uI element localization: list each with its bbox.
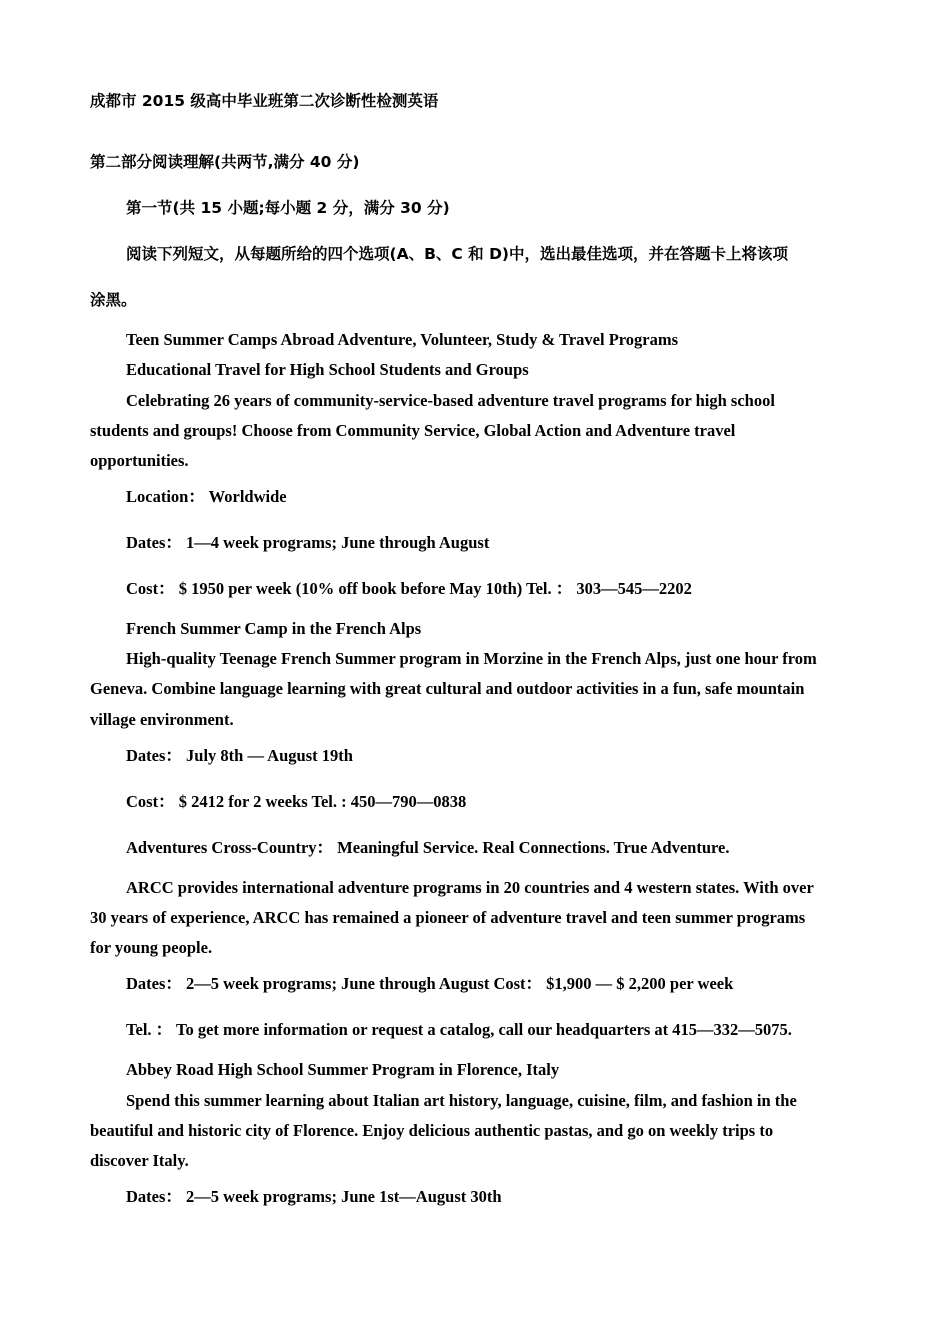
ad1-title-1: Teen Summer Camps Abroad Adventure, Volunteer, Study & Travel Programs (126, 330, 679, 349)
ad2-cost-tel: Cost： $ 2412 for 2 weeks Tel. : 450—790—0838 (126, 792, 467, 811)
ad3-description-line-2: 30 years of experience, ARCC has remained a pioneer of adventure travel and teen summer programs (90, 908, 806, 927)
ad1-description-line-1: Celebrating 26 years of community-service-based adventure travel programs for high school (126, 391, 775, 410)
instruction-line-2: 涂黑。 (90, 291, 137, 309)
ad3-title: Adventures Cross-Country： Meaningful Service. Real Connections. True Adventure. (126, 838, 730, 857)
ad1-cost-tel: Cost： $ 1950 per week (10% off book before May 10th) Tel. ： 303—545—2202 (126, 579, 692, 598)
subsection-heading: 第一节(共 15 小题;每小题 2 分，满分 30 分) (126, 199, 450, 217)
ad2-dates: Dates： July 8th — August 19th (126, 746, 353, 765)
ad4-title: Abbey Road High School Summer Program in Florence, Italy (126, 1060, 560, 1079)
ad2-description-line-3: village environment. (90, 710, 234, 729)
ad1-dates: Dates： 1—4 week programs; June through August (126, 533, 490, 552)
part-heading: 第二部分阅读理解(共两节,满分 40 分) (90, 153, 360, 171)
ad2-description-line-1: High-quality Teenage French Summer program in Morzine in the French Alps, just one hour from (126, 649, 817, 668)
ad2-title: French Summer Camp in the French Alps (126, 619, 422, 638)
ad1-title-2: Educational Travel for High School Students and Groups (126, 360, 529, 379)
ad1-description-line-3: opportunities. (90, 451, 189, 470)
ad3-description-line-3: for young people. (90, 938, 213, 957)
ad3-description-line-1: ARCC provides international adventure programs in 20 countries and 4 western states. With over (126, 878, 814, 897)
ad4-dates: Dates： 2—5 week programs; June 1st—August 30th (126, 1187, 502, 1206)
ad2-description-line-2: Geneva. Combine language learning with great cultural and outdoor activities in a fun, safe mountain (90, 679, 805, 698)
ad4-description-line-3: discover Italy. (90, 1151, 189, 1170)
instruction-line-1: 阅读下列短文，从每题所给的四个选项(A、B、C 和 D)中，选出最佳选项，并在答题卡上将该项 (126, 245, 789, 263)
ad4-description-line-2: beautiful and historic city of Florence. Enjoy delicious authentic pastas, and go on weekly trips to (90, 1121, 774, 1140)
page-title: 成都市 2015 级高中毕业班第二次诊断性检测英语 (90, 92, 439, 110)
ad3-tel: Tel. ： To get more information or request a catalog, call our headquarters at 415—332—5075. (126, 1020, 792, 1039)
ad3-dates-cost: Dates： 2—5 week programs; June through August Cost： $1,900 — $ 2,200 per week (126, 974, 734, 993)
ad4-description-line-1: Spend this summer learning about Italian art history, language, cuisine, film, and fashion in the (126, 1091, 797, 1110)
ad1-location: Location： Worldwide (126, 487, 287, 506)
ad1-description-line-2: students and groups! Choose from Community Service, Global Action and Adventure travel (90, 421, 736, 440)
